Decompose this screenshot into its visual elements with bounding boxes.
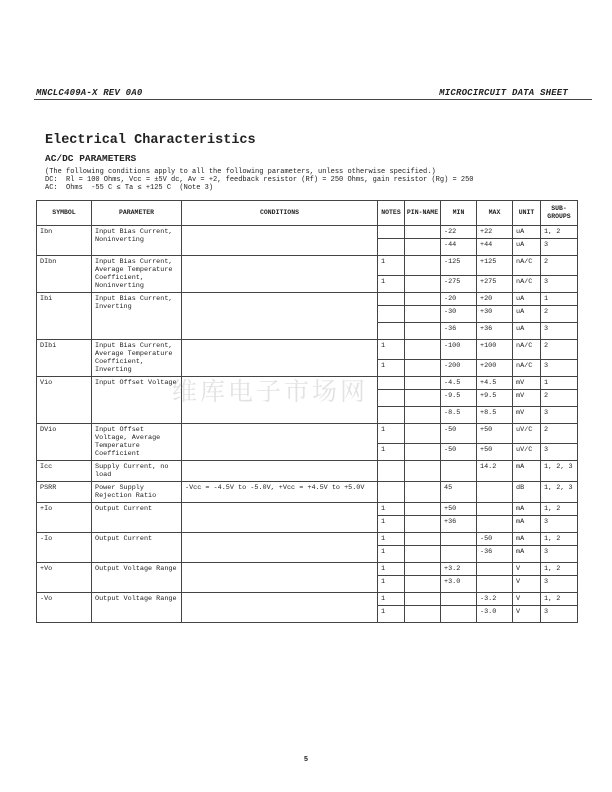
cell-pin-name [405, 533, 441, 546]
cell-max: 14.2 [477, 461, 513, 482]
cell-pin-name [405, 276, 441, 293]
table-row [37, 256, 578, 276]
cell-notes [378, 323, 405, 340]
cell-min [441, 606, 477, 623]
cell-pin-name [405, 407, 441, 424]
cell-max: +275 [477, 276, 513, 293]
cell-max: +36 [477, 323, 513, 340]
cell-pin-name [405, 256, 441, 276]
cell-notes [378, 377, 405, 390]
cell-pin-name [405, 444, 441, 461]
cell-unit: nA/C [513, 256, 541, 276]
section-subtitle: AC/DC PARAMETERS [45, 153, 137, 164]
cell-notes [378, 306, 405, 323]
cell-notes [378, 407, 405, 424]
cell-unit: mV [513, 390, 541, 407]
parameters-table [36, 200, 578, 623]
cell-pin-name [405, 593, 441, 606]
cell-notes: 1 [378, 444, 405, 461]
cell-unit: uA [513, 323, 541, 340]
cell-pin-name [405, 377, 441, 390]
cell-parameter: Input Bias Current, Average Temperature Coefficient, Inverting [92, 340, 182, 377]
table-row [37, 461, 578, 482]
cell-unit: mA [513, 503, 541, 516]
cell-subgroups: 1, 2 [541, 533, 578, 546]
cell-unit: uV/C [513, 424, 541, 444]
cell-subgroups: 3 [541, 546, 578, 563]
cell-max: +30 [477, 306, 513, 323]
cell-pin-name [405, 503, 441, 516]
table-row [37, 424, 578, 444]
cell-subgroups: 3 [541, 407, 578, 424]
cell-conditions [182, 340, 378, 377]
cell-pin-name [405, 293, 441, 306]
cell-unit: nA/C [513, 360, 541, 377]
cell-unit: V [513, 576, 541, 593]
cell-subgroups: 1, 2 [541, 563, 578, 576]
cell-notes [378, 482, 405, 503]
cell-subgroups: 3 [541, 323, 578, 340]
cell-min: -30 [441, 306, 477, 323]
cell-min: -275 [441, 276, 477, 293]
cell-pin-name [405, 563, 441, 576]
cell-max: +125 [477, 256, 513, 276]
table-body [37, 226, 578, 623]
cell-subgroups: 3 [541, 444, 578, 461]
table-row [37, 563, 578, 576]
col-notes: NOTES [378, 201, 405, 226]
cell-subgroups: 1, 2, 3 [541, 482, 578, 503]
cell-conditions [182, 461, 378, 482]
cell-parameter: Supply Current, no load [92, 461, 182, 482]
cell-unit: nA/C [513, 276, 541, 293]
cell-unit: uA [513, 293, 541, 306]
cell-pin-name [405, 482, 441, 503]
cell-subgroups: 1, 2, 3 [541, 461, 578, 482]
cell-unit: uA [513, 239, 541, 256]
cell-unit: dB [513, 482, 541, 503]
cell-max: -36 [477, 546, 513, 563]
cell-parameter: Output Current [92, 503, 182, 533]
cell-min: -50 [441, 424, 477, 444]
cell-min: +3.2 [441, 563, 477, 576]
cell-pin-name [405, 576, 441, 593]
cell-subgroups: 1, 2 [541, 593, 578, 606]
cell-max: -3.2 [477, 593, 513, 606]
cell-min: -9.5 [441, 390, 477, 407]
cell-unit: mA [513, 533, 541, 546]
cell-pin-name [405, 516, 441, 533]
cell-min [441, 593, 477, 606]
cell-symbol: +Vo [37, 563, 92, 593]
cell-symbol: Vio [37, 377, 92, 424]
cell-subgroups: 3 [541, 576, 578, 593]
cell-pin-name [405, 226, 441, 239]
cell-conditions [182, 533, 378, 563]
cell-parameter: Input Bias Current, Noninverting [92, 226, 182, 256]
cell-min: -125 [441, 256, 477, 276]
cell-pin-name [405, 461, 441, 482]
cell-max: +50 [477, 444, 513, 461]
cell-notes: 1 [378, 546, 405, 563]
cell-parameter: Input Offset Voltage, Average Temperature Coefficient [92, 424, 182, 461]
cell-notes: 1 [378, 606, 405, 623]
cell-unit: uV/C [513, 444, 541, 461]
table-row [37, 593, 578, 606]
cell-conditions [182, 503, 378, 533]
cell-notes: 1 [378, 516, 405, 533]
cell-symbol: DVio [37, 424, 92, 461]
cell-max: +22 [477, 226, 513, 239]
cell-min [441, 546, 477, 563]
cell-min: -200 [441, 360, 477, 377]
cell-notes [378, 461, 405, 482]
cell-conditions [182, 563, 378, 593]
cell-pin-name [405, 424, 441, 444]
table-row [37, 533, 578, 546]
cell-conditions [182, 293, 378, 340]
cell-notes: 1 [378, 276, 405, 293]
section-title: Electrical Characteristics [45, 133, 256, 148]
cell-unit: mA [513, 461, 541, 482]
table-header-row [37, 201, 578, 226]
cell-notes [378, 390, 405, 407]
cell-max: +9.5 [477, 390, 513, 407]
cell-max: -50 [477, 533, 513, 546]
cell-subgroups: 1 [541, 293, 578, 306]
cell-notes: 1 [378, 424, 405, 444]
cell-max: -3.0 [477, 606, 513, 623]
cell-max: +50 [477, 424, 513, 444]
cell-max: +4.5 [477, 377, 513, 390]
cell-min: -8.5 [441, 407, 477, 424]
cell-parameter: Input Bias Current, Inverting [92, 293, 182, 340]
cell-subgroups: 3 [541, 606, 578, 623]
cell-parameter: Power Supply Rejection Ratio [92, 482, 182, 503]
table-row [37, 340, 578, 360]
cell-unit: uA [513, 306, 541, 323]
cell-pin-name [405, 239, 441, 256]
cell-notes [378, 226, 405, 239]
cell-subgroups: 3 [541, 239, 578, 256]
cell-pin-name [405, 323, 441, 340]
cell-notes [378, 239, 405, 256]
cell-min: -100 [441, 340, 477, 360]
cell-max: +44 [477, 239, 513, 256]
cell-notes: 1 [378, 503, 405, 516]
cell-subgroups: 3 [541, 516, 578, 533]
cell-notes: 1 [378, 576, 405, 593]
cell-conditions [182, 593, 378, 623]
cell-subgroups: 3 [541, 360, 578, 377]
cell-min [441, 461, 477, 482]
cell-symbol: -Vo [37, 593, 92, 623]
cell-min: -20 [441, 293, 477, 306]
cell-pin-name [405, 546, 441, 563]
cell-conditions [182, 226, 378, 256]
cell-parameter: Input Bias Current, Average Temperature Coefficient, Noninverting [92, 256, 182, 293]
cell-unit: V [513, 593, 541, 606]
cell-max: +200 [477, 360, 513, 377]
cell-unit: mV [513, 377, 541, 390]
cell-max: +100 [477, 340, 513, 360]
cell-parameter: Output Voltage Range [92, 593, 182, 623]
cell-max: +8.5 [477, 407, 513, 424]
cell-max [477, 516, 513, 533]
cell-parameter: Output Voltage Range [92, 563, 182, 593]
cell-pin-name [405, 390, 441, 407]
cell-subgroups: 3 [541, 276, 578, 293]
col-max: MAX [477, 201, 513, 226]
cell-unit: mA [513, 516, 541, 533]
cell-min: +3.0 [441, 576, 477, 593]
cell-symbol: Ibi [37, 293, 92, 340]
cell-symbol: -Io [37, 533, 92, 563]
conditions-note: (The following conditions apply to all the following parameters, unless otherwise specified.) DC: Rl = 100 Ohms, Vcc = ±5V dc, Av = +2, feedback resistor (Rf) = 250 Ohms, gain resistor (Rg) = 250 AC: Ohms -55 C ≤ Ta ≤ +125 C (Note 3) [45, 168, 474, 192]
cell-max: +20 [477, 293, 513, 306]
cell-symbol: DIbn [37, 256, 92, 293]
cell-notes: 1 [378, 340, 405, 360]
cell-subgroups: 2 [541, 306, 578, 323]
col-min: MIN [441, 201, 477, 226]
cell-notes: 1 [378, 533, 405, 546]
cell-max [477, 576, 513, 593]
cell-notes: 1 [378, 256, 405, 276]
col-symbol: SYMBOL [37, 201, 92, 226]
table-row [37, 293, 578, 306]
cell-subgroups: 1 [541, 377, 578, 390]
watermark: 维库电子市场网 [172, 377, 369, 406]
table-row [37, 482, 578, 503]
cell-conditions [182, 256, 378, 293]
col-pin-name: PIN-NAME [405, 201, 441, 226]
page-number: 5 [303, 756, 309, 764]
cell-symbol: PSRR [37, 482, 92, 503]
cell-unit: V [513, 563, 541, 576]
col-conditions: CONDITIONS [182, 201, 378, 226]
cell-min: -50 [441, 444, 477, 461]
cell-subgroups: 2 [541, 256, 578, 276]
document-id: MNCLC409A-X REV 0A0 [36, 88, 143, 98]
col-parameter: PARAMETER [92, 201, 182, 226]
cell-pin-name [405, 360, 441, 377]
cell-symbol: +Io [37, 503, 92, 533]
cell-min: -36 [441, 323, 477, 340]
cell-conditions: -Vcc = -4.5V to -5.0V, +Vcc = +4.5V to +5.0V [182, 482, 378, 503]
cell-max [477, 482, 513, 503]
cell-notes: 1 [378, 593, 405, 606]
cell-min: -44 [441, 239, 477, 256]
cell-unit: nA/C [513, 340, 541, 360]
document-type: MICROCIRCUIT DATA SHEET [439, 88, 568, 98]
cell-subgroups: 2 [541, 340, 578, 360]
table-row [37, 226, 578, 239]
cell-conditions [182, 424, 378, 461]
cell-symbol: Icc [37, 461, 92, 482]
cell-symbol: DIbi [37, 340, 92, 377]
cell-unit: uA [513, 226, 541, 239]
header-rule [34, 99, 592, 100]
cell-notes: 1 [378, 360, 405, 377]
col-unit: UNIT [513, 201, 541, 226]
cell-unit: mA [513, 546, 541, 563]
cell-max [477, 563, 513, 576]
cell-parameter: Input Offset Voltage [92, 377, 182, 424]
cell-notes [378, 293, 405, 306]
col-subgroups: SUB-GROUPS [541, 201, 578, 226]
cell-subgroups: 1, 2 [541, 226, 578, 239]
cell-min: +36 [441, 516, 477, 533]
cell-min [441, 533, 477, 546]
cell-unit: V [513, 606, 541, 623]
cell-notes: 1 [378, 563, 405, 576]
cell-min: +50 [441, 503, 477, 516]
cell-pin-name [405, 340, 441, 360]
cell-pin-name [405, 306, 441, 323]
cell-min: 45 [441, 482, 477, 503]
cell-subgroups: 2 [541, 424, 578, 444]
cell-min: -4.5 [441, 377, 477, 390]
cell-subgroups: 1, 2 [541, 503, 578, 516]
cell-parameter: Output Current [92, 533, 182, 563]
table-row [37, 503, 578, 516]
cell-min: -22 [441, 226, 477, 239]
cell-max [477, 503, 513, 516]
cell-subgroups: 2 [541, 390, 578, 407]
cell-pin-name [405, 606, 441, 623]
cell-unit: mV [513, 407, 541, 424]
cell-symbol: Ibn [37, 226, 92, 256]
